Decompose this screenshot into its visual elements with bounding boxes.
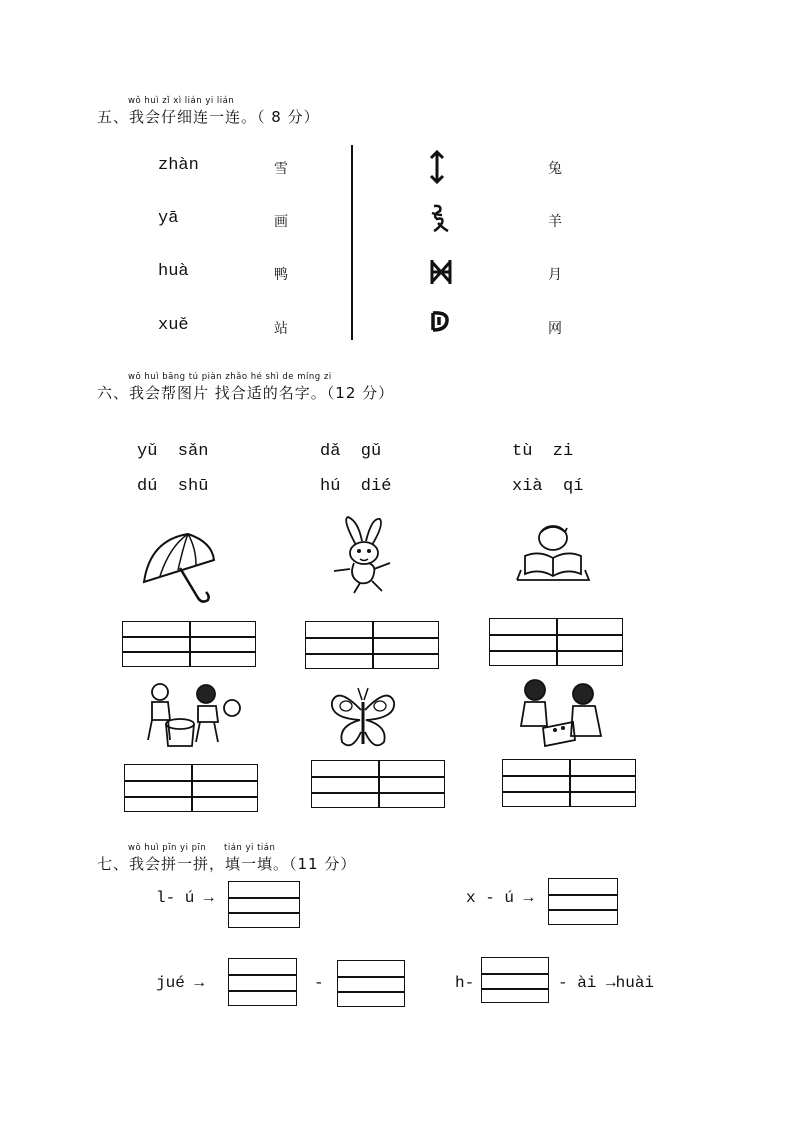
pinyin-zhan[interactable]: zhàn (158, 156, 199, 175)
ancient-character-1-icon[interactable] (426, 150, 448, 184)
answer-box-huai[interactable] (481, 957, 549, 1003)
hanzi-yang[interactable]: 羊 (548, 214, 562, 230)
word-xiaqi: xià qí (512, 477, 584, 496)
hanzi-wang[interactable]: 网 (548, 321, 562, 337)
section6-ruby: wǒ huì bāng tú piàn zhǎo hé shì de míng zi (128, 372, 332, 382)
hanzi-yue[interactable]: 月 (548, 267, 562, 283)
answer-grid-drum[interactable] (124, 764, 258, 812)
pinyin-xue[interactable]: xuě (158, 316, 189, 335)
hanzi-tu[interactable]: 兔 (548, 161, 562, 177)
hanzi-ya[interactable]: 鸭 (274, 267, 288, 283)
answer-grid-reading[interactable] (489, 618, 623, 666)
rabbit-icon (328, 515, 396, 595)
spell-xu-prompt: x - ú → (466, 889, 534, 907)
chess-children-icon (515, 676, 607, 748)
section7-title: 七、我会拼一拼，填一填。（11 分） (97, 855, 357, 873)
section5-ruby: wǒ huì zǐ xì lián yi lián (128, 96, 235, 106)
hanzi-zhan[interactable]: 站 (274, 321, 288, 337)
word-yusan: yǔ sǎn (137, 442, 209, 461)
answer-box-jue-initial[interactable] (228, 958, 297, 1006)
huai-result: - ài →huài (558, 974, 655, 992)
word-dushu: dú shū (137, 477, 209, 496)
answer-grid-umbrella[interactable] (122, 621, 256, 667)
answer-grid-butterfly[interactable] (311, 760, 445, 808)
hanzi-hua[interactable]: 画 (274, 214, 288, 230)
huai-initial: h- (455, 974, 475, 992)
ancient-character-2-icon[interactable] (428, 203, 450, 235)
answer-box-lu[interactable] (228, 881, 300, 928)
answer-grid-rabbit[interactable] (305, 621, 439, 669)
ancient-character-3-icon[interactable] (430, 258, 452, 286)
spell-lu-prompt: l- ú → (156, 889, 214, 907)
word-tuzi: tù zi (512, 442, 574, 461)
section7-ruby-1: wǒ huì pīn yi pīn (128, 843, 207, 853)
umbrella-icon (140, 530, 216, 606)
answer-grid-chess[interactable] (502, 759, 636, 807)
word-hudie: hú dié (320, 477, 392, 496)
split-dash: - (314, 974, 324, 992)
reading-child-icon (515, 522, 591, 584)
pinyin-ya[interactable]: yā (158, 209, 179, 228)
ancient-character-4-icon[interactable] (430, 310, 450, 332)
section6-title: 六、我会帮图片 找合适的名字。（12 分） (97, 384, 395, 402)
answer-box-jue-final[interactable] (337, 960, 405, 1007)
pinyin-hua[interactable]: huà (158, 262, 189, 281)
butterfly-icon (328, 682, 398, 752)
drumming-children-icon (140, 680, 244, 750)
split-jue-prompt: jué → (156, 974, 205, 992)
word-dagu: dǎ gǔ (320, 442, 382, 461)
answer-box-xu[interactable] (548, 878, 618, 925)
section5-title: 五、我会仔细连一连。（ 8 分） (97, 108, 320, 126)
section7-ruby-2: tián yi tián (224, 843, 276, 853)
hanzi-xue[interactable]: 雪 (274, 161, 288, 177)
divider-line (351, 145, 353, 340)
